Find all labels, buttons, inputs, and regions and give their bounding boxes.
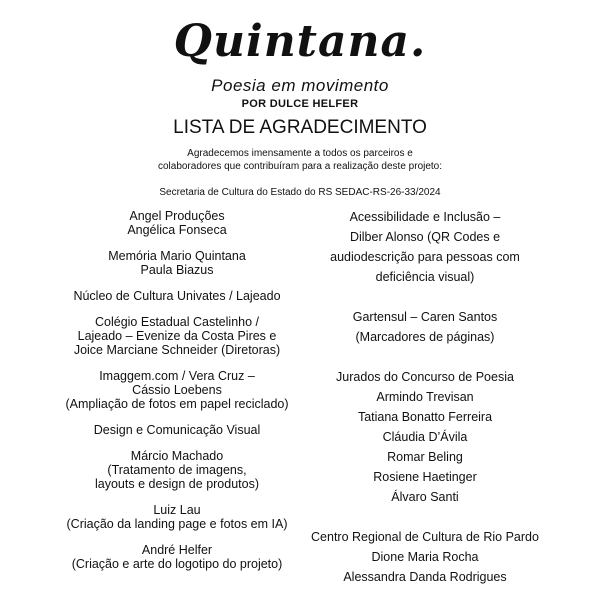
credit-memoria-mario-quintana: Memória Mario Quintana Paula Biazus — [108, 249, 246, 277]
credit-centro-regional: Centro Regional de Cultura de Rio Pardo Dione Maria Rocha Alessandra Danda Rodrigues — [311, 530, 539, 584]
credit-nucleo-cultura-univates: Núcleo de Cultura Univates / Lajeado — [73, 289, 281, 303]
page-title: LISTA DE AGRADECIMENTO — [173, 117, 427, 138]
credit-luiz-lau: Luiz Lau (Criação da landing page e fotos em IA) — [66, 503, 288, 531]
credit-design-comunicacao: Design e Comunicação Visual — [93, 423, 261, 437]
credit-acessibilidade: Acessibilidade e Inclusão – Dilber Alonso (QR Codes e audiodescrição para pessoas com deficiência visual) — [330, 210, 520, 284]
right-column — [300, 207, 550, 607]
credit-andre-helfer: André Helfer (Criação e arte do logotipo do projeto) — [71, 543, 283, 571]
credit-gartensul: Gartensul – Caren Santos (Marcadores de páginas) — [352, 310, 498, 344]
byline: POR DULCE HELFER — [241, 98, 359, 110]
credit-imaggem: Imaggem.com / Vera Cruz – Cássio Loebens (Ampliação de fotos em papel reciclado) — [65, 369, 289, 411]
secretaria-line: Secretaria de Cultura do Estado do RS SEDAC-RS-26-33/2024 — [159, 187, 441, 198]
credit-marcio-machado: Márcio Machado (Tratamento de imagens, layouts e design de produtos) — [95, 449, 259, 491]
quintana-logo: Quintana. — [173, 16, 427, 67]
intro-text: Agradecemos imensamente a todos os parceiros e colaboradores que contribuíram para a realização deste projeto: — [157, 148, 443, 172]
subtitle: Poesia em movimento — [211, 76, 389, 95]
left-column — [38, 209, 316, 583]
credit-colegio-castelinho: Colégio Estadual Castelinho / Lajeado – Evenize da Costa Pires e Joice Marciane Schneider (Diretoras) — [73, 315, 281, 357]
credit-jurados: Jurados do Concurso de Poesia Armindo Trevisan Tatiana Bonatto Ferreira Cláudia D’Ávila Romar Beling Rosiene Haetinger Álvaro Santi — [336, 370, 514, 504]
credit-angel-producoes: Angel Produções Angélica Fonseca — [127, 209, 227, 237]
